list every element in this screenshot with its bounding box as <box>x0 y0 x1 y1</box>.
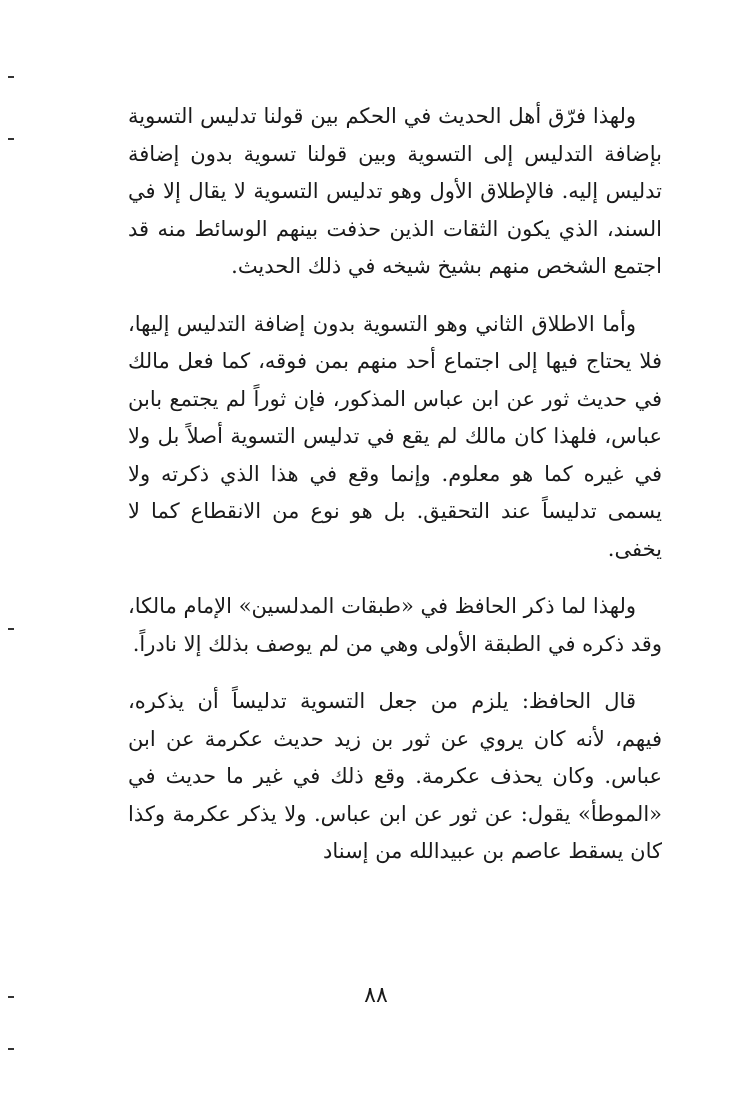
margin-mark <box>8 76 14 78</box>
page-number: ٨٨ <box>364 983 388 1008</box>
margin-mark <box>8 138 14 140</box>
paragraph-1: ولهذا فرّق أهل الحديث في الحكم بين قولنا تدليس التسوية بإضافة التدليس إلى التسوية وبين قولنا تسوية بدون إضافة تدليس إليه. فالإطلاق الأول وهو تدليس التسوية لا يقال إلا في السند، الذي يكون الثقات الذين حذفت بينهم الوسائط منه قد اجتمع الشخص منهم بشيخ شيخه في ذلك الحديث. <box>128 104 662 278</box>
paragraph-3: ولهذا لما ذكر الحافظ في «طبقات المدلسين» الإمام مالكا، وقد ذكره في الطبقة الأولى وهي من لم يوصف بذلك إلا نادراً. <box>128 594 662 656</box>
page-body <box>128 98 662 891</box>
margin-mark <box>8 628 14 630</box>
paragraph-2: وأما الاطلاق الثاني وهو التسوية بدون إضافة التدليس إليها، فلا يحتاج فيها إلى اجتماع أحد منهم بمن فوقه، كما فعل مالك في حديث ثور عن ابن عباس المذكور، فإن ثوراً لم يجتمع بابن عباس، فلهذا كان مالك لم يقع في تدليس التسوية أصلاً بل ولا في غيره كما هو معلوم. وإنما وقع في هذا الذي ذكرته ولا يسمى تدليساً عند التحقيق. بل هو نوع من الانقطاع كما لا يخفى. <box>128 311 662 561</box>
paragraph-4: قال الحافظ: يلزم من جعل التسوية تدليساً أن يذكره، فيهم، لأنه كان يروي عن ثور بن زيد حديث عكرمة عن ابن عباس. وكان يحذف عكرمة. وقع ذلك في غير ما حديث في «الموطأ» يقول: عن ثور عن ابن عباس. ولا يذكر عكرمة وكذا كان يسقط عاصم بن عبيدالله من إسناد <box>128 689 662 863</box>
margin-mark <box>8 1048 14 1050</box>
